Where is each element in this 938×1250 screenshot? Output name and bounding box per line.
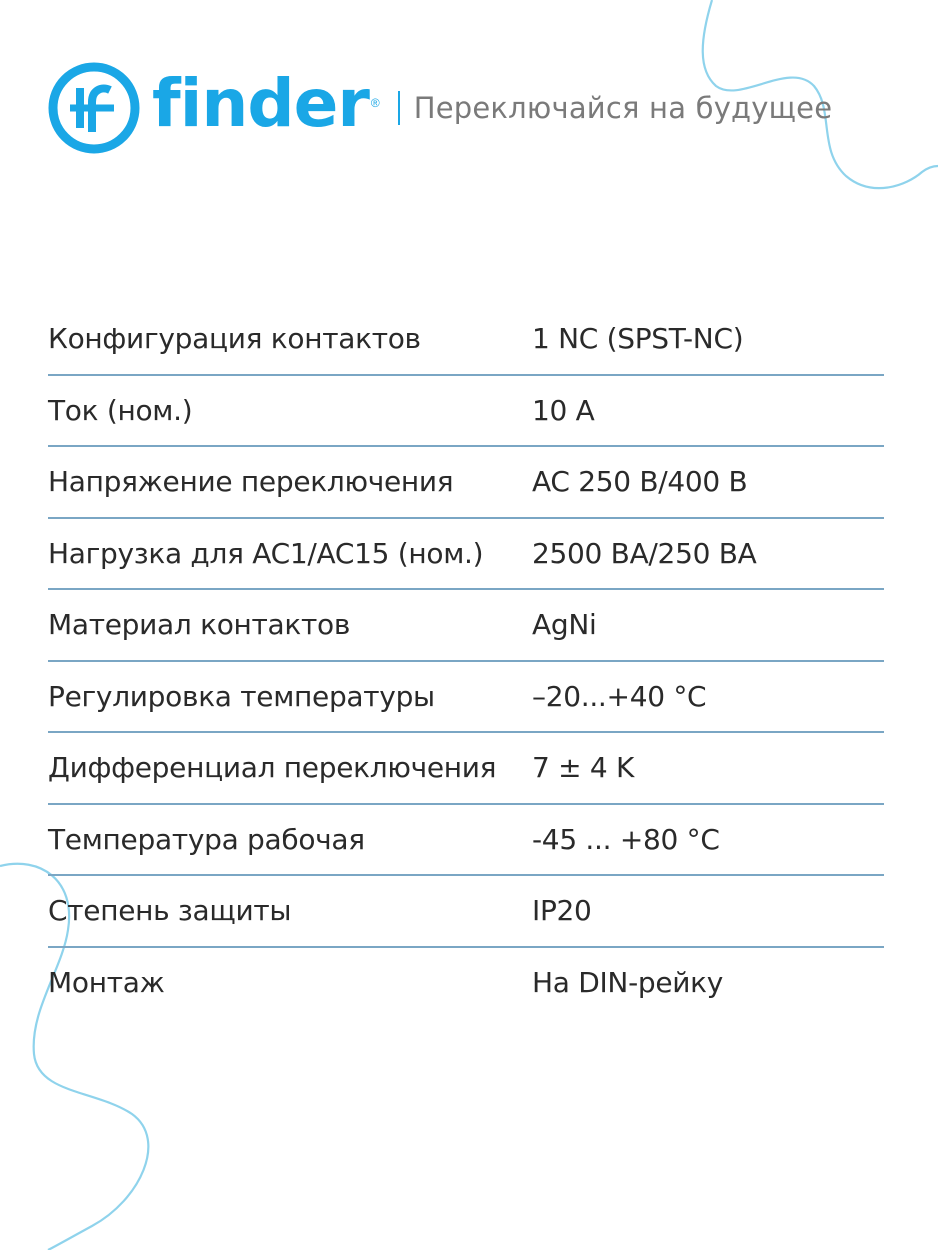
spec-value: -45 ... +80 °C [532, 822, 720, 856]
spec-row-switching-differential [48, 733, 884, 805]
registered-mark: ® [370, 96, 380, 110]
spec-label: Регулировка температуры [48, 679, 435, 713]
spec-label: Напряжение переключения [48, 465, 454, 499]
spec-label: Нагрузка для AC1/AC15 (ном.) [48, 536, 484, 570]
spec-value: 1 NC (SPST-NC) [532, 322, 744, 356]
header-divider [398, 91, 400, 125]
spec-row-mounting [48, 948, 884, 1018]
brand-tagline: Переключайся на будущее [413, 91, 833, 125]
spec-label: Конфигурация контактов [48, 322, 421, 356]
spec-row-switching-voltage [48, 447, 884, 519]
spec-value: На DIN-рейку [532, 965, 724, 999]
header [48, 60, 832, 156]
spec-value: IP20 [532, 894, 592, 928]
spec-row-temperature-adjustment [48, 662, 884, 734]
spec-label: Монтаж [48, 965, 165, 999]
spec-table [48, 304, 884, 1017]
spec-label: Материал контактов [48, 608, 351, 642]
spec-label: Степень защиты [48, 894, 292, 928]
spec-row-contact-material [48, 590, 884, 662]
spec-value: AC 250 В/400 В [532, 465, 748, 499]
spec-label: Дифференциал переключения [48, 751, 497, 785]
spec-row-contact-configuration [48, 304, 884, 376]
spec-label: Температура рабочая [48, 822, 365, 856]
spec-row-operating-temperature [48, 805, 884, 877]
spec-label: Ток (ном.) [48, 393, 193, 427]
spec-row-load [48, 519, 884, 591]
spec-value: 2500 ВА/250 ВА [532, 536, 757, 570]
finder-logo-icon [48, 62, 140, 154]
spec-value: 7 ± 4 K [532, 751, 635, 785]
spec-value: –20...+40 °C [532, 679, 707, 713]
spec-value: 10 A [532, 393, 595, 427]
spec-row-current [48, 376, 884, 448]
spec-row-protection-degree [48, 876, 884, 948]
spec-value: AgNi [532, 608, 597, 642]
brand-name: finder [152, 65, 369, 142]
